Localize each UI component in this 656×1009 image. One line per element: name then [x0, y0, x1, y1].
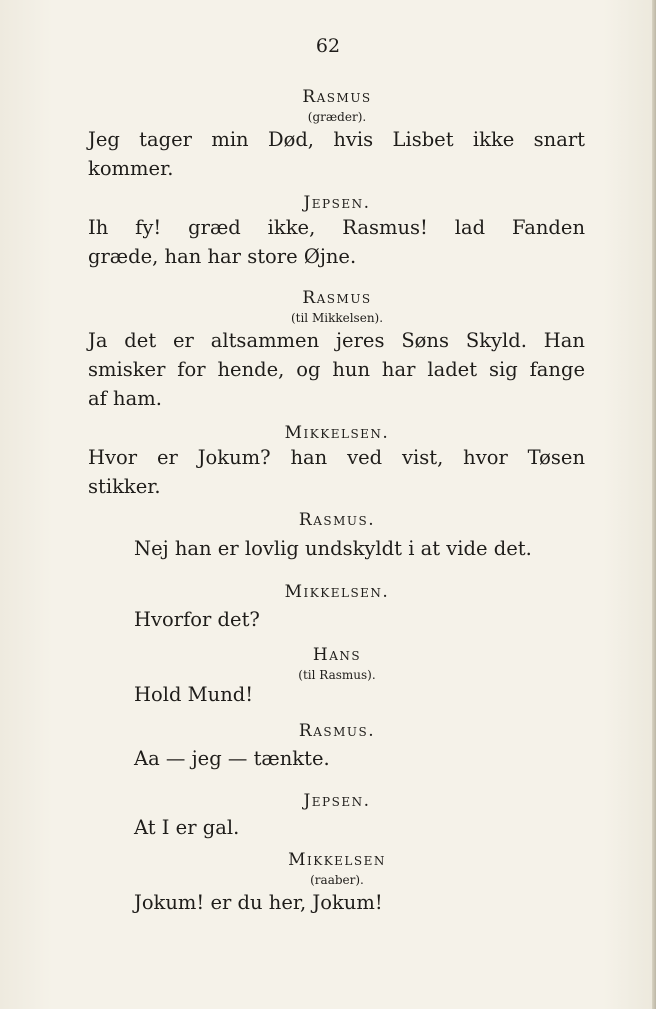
speaker-name: Jepsen. [303, 791, 371, 811]
stage-direction: (til Mikkelsen). [290, 311, 384, 325]
dialogue-line: kommer. [88, 157, 174, 180]
dialogue-line: Hold Mund! [134, 683, 254, 706]
dialogue-line: af ham. [88, 387, 162, 410]
speaker-name: Rasmus. [298, 510, 376, 530]
dialogue-line: Ih fy! græd ikke, Rasmus! lad Fanden [88, 216, 585, 239]
speaker-name: Jepsen. [303, 193, 371, 213]
dialogue-line: Aa — jeg — tænkte. [134, 747, 330, 770]
stage-direction: (til Rasmus). [298, 668, 376, 682]
dialogue-line: Jeg tager min Død, hvis Lisbet ikke snart [88, 128, 585, 151]
dialogue-line: Hvor er Jokum? han ved vist, hvor Tøsen [88, 446, 585, 469]
stage-direction: (græder). [307, 110, 367, 124]
speaker-name: Rasmus. [298, 721, 376, 741]
speaker-name: Rasmus [302, 288, 372, 308]
dialogue-line: Nej han er lovlig undskyldt i at vide det. [134, 537, 532, 560]
dialogue-line: Jokum! er du her, Jokum! [134, 891, 383, 914]
speaker-name: Mikkelsen. [284, 582, 390, 602]
dialogue-line: Hvorfor det? [134, 608, 260, 631]
dialogue-line: smisker for hende, og hun har ladet sig fange [88, 358, 585, 381]
speaker-name: Mikkelsen [288, 850, 386, 870]
dialogue-line: At I er gal. [134, 816, 240, 839]
dialogue-line: Ja det er altsammen jeres Søns Skyld. Han [88, 329, 585, 352]
stage-direction: (raaber). [310, 873, 364, 887]
speaker-name: Rasmus [302, 87, 372, 107]
speaker-name: Mikkelsen. [284, 423, 390, 443]
speaker-name: Hans [312, 645, 362, 665]
page-number: 62 [315, 35, 341, 57]
dialogue-line: græde, han har store Øjne. [88, 245, 357, 268]
dialogue-line: stikker. [88, 475, 161, 498]
